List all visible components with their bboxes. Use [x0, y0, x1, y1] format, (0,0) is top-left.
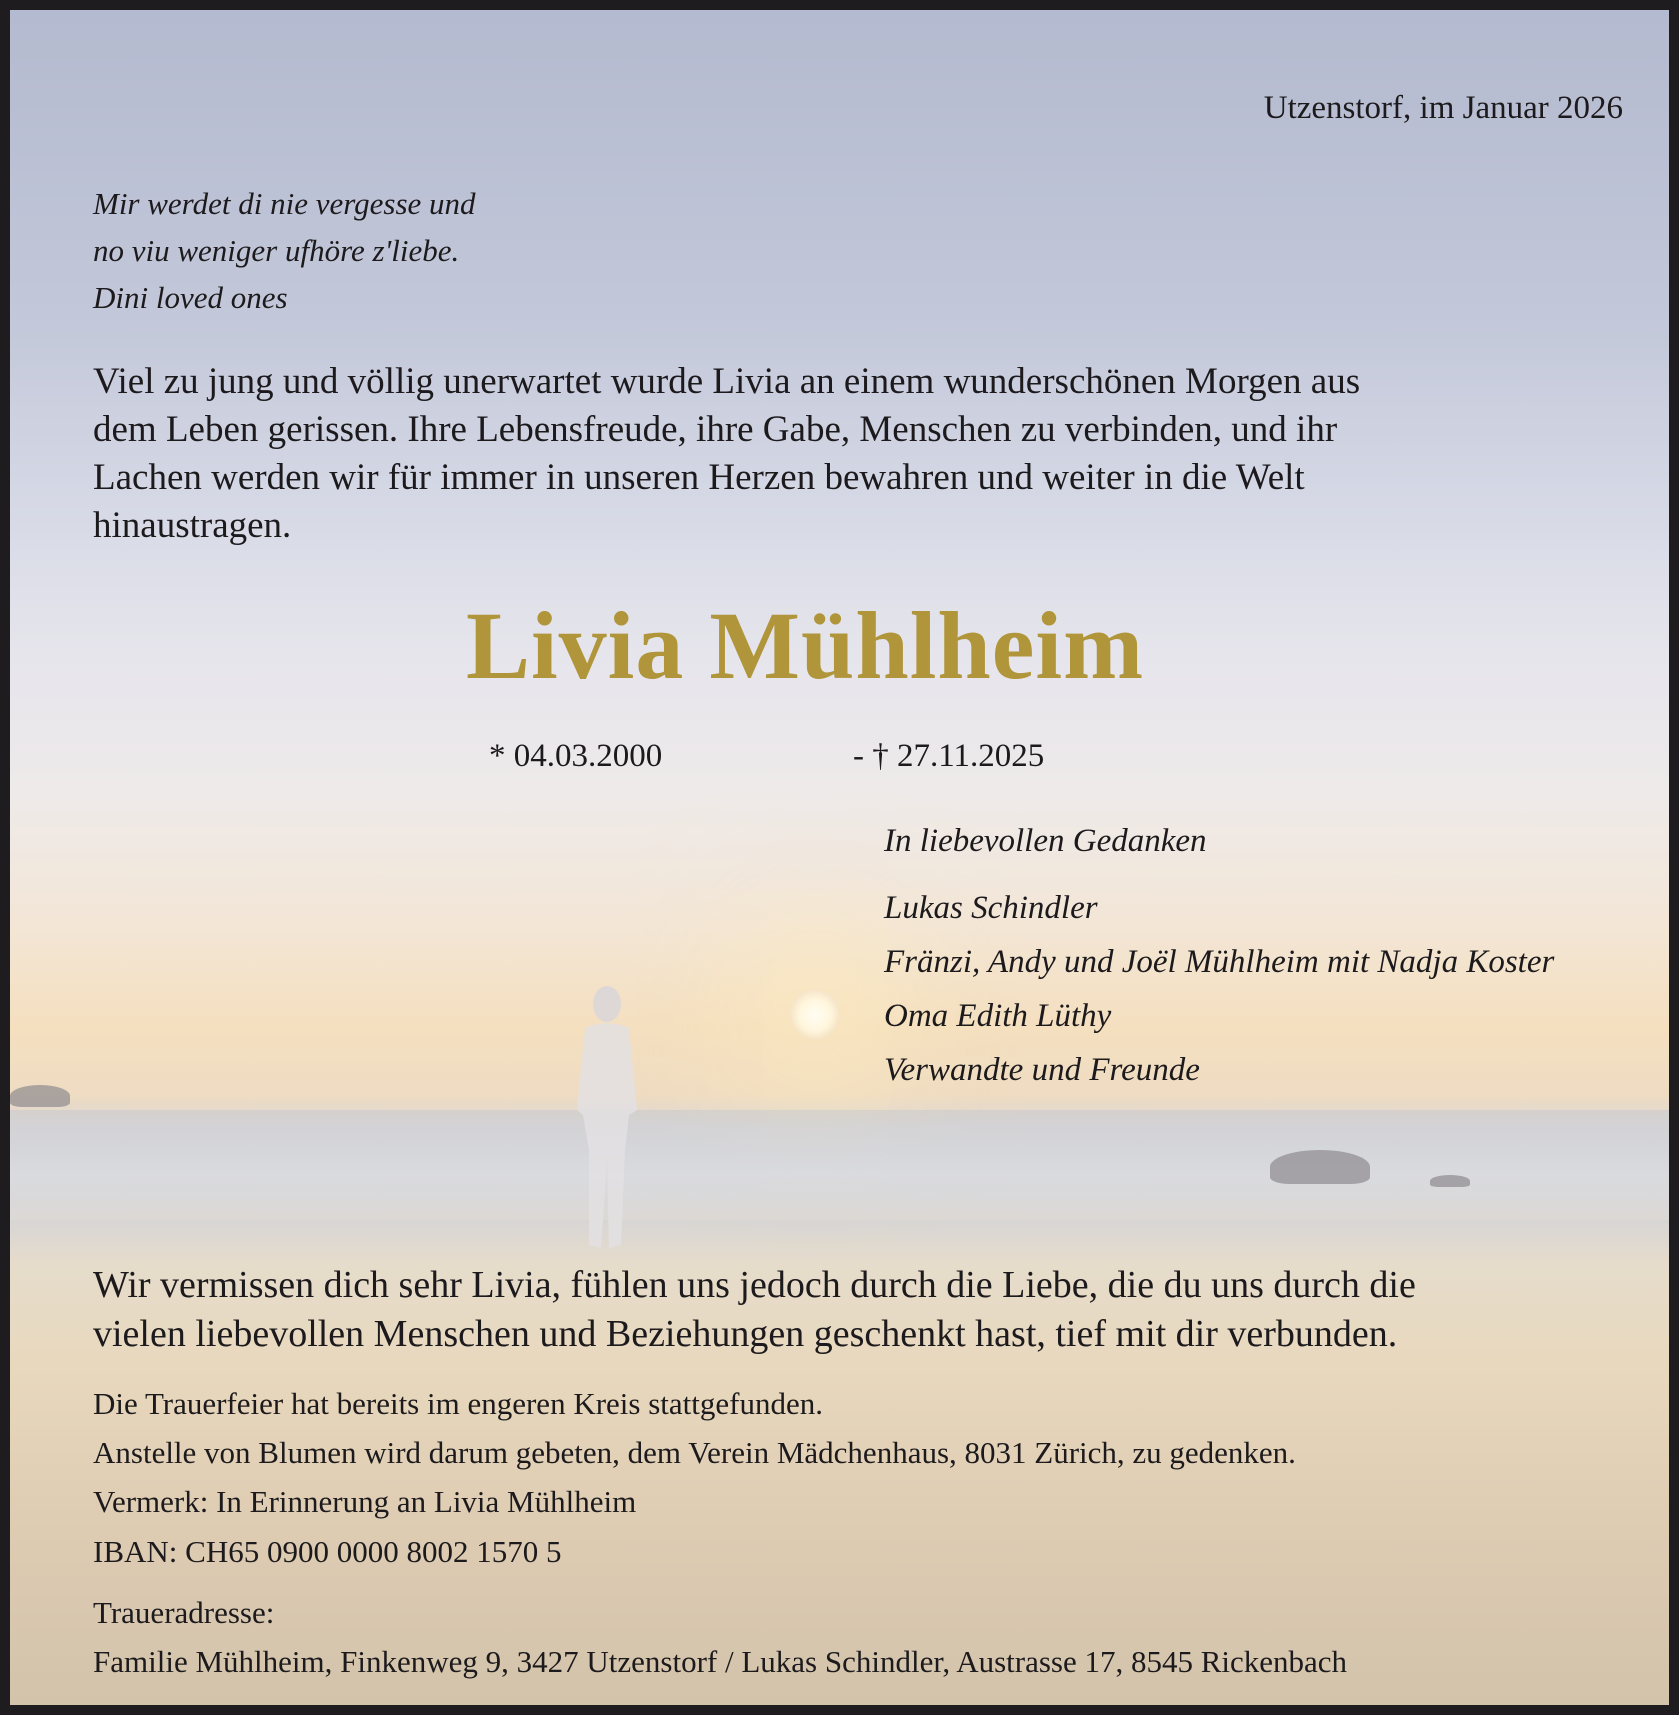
closing-line: Wir vermissen dich sehr Livia, fühlen uns jedoch durch die Liebe, die du uns durch die: [93, 1264, 1416, 1306]
poem-line: Dini loved ones: [93, 280, 288, 315]
intro-line: Viel zu jung und völlig unerwartet wurde Livia an einem wunderschönen Morgen aus: [93, 361, 1361, 402]
info-line: Die Trauerfeier hat bereits im engeren Kreis stattgefunden.: [93, 1386, 823, 1421]
sun-image: [790, 990, 840, 1040]
rock-image: [1430, 1175, 1470, 1187]
deceased-name: Livia Mühlheim: [465, 592, 1145, 699]
poem-line: Mir werdet di nie vergesse und: [93, 186, 476, 221]
rock-image: [1270, 1150, 1370, 1184]
obituary-card: [10, 10, 1669, 1705]
sea-image: [10, 1110, 1669, 1220]
place-date: Utzenstorf, im Januar 2026: [1263, 90, 1623, 126]
death-date: - † 27.11.2025: [853, 738, 1045, 774]
info-line: IBAN: CH65 0900 0000 8002 1570 5: [93, 1534, 562, 1569]
rock-image: [10, 1085, 70, 1107]
address-label: Traueradresse:: [93, 1595, 275, 1630]
info-line: Anstelle von Blumen wird darum gebeten, dem Verein Mädchenhaus, 8031 Zürich, zu gedenken.: [93, 1435, 1296, 1470]
address-value: Familie Mühlheim, Finkenweg 9, 3427 Utzenstorf / Lukas Schindler, Austrasse 17, 8545 Rickenbach: [93, 1644, 1348, 1679]
intro-line: Lachen werden wir für immer in unseren Herzen bewahren und weiter in die Welt: [93, 457, 1305, 498]
mourner-name: Verwandte und Freunde: [884, 1052, 1200, 1088]
poem-line: no viu weniger ufhöre z'liebe.: [93, 233, 460, 268]
mourner-name: Oma Edith Lüthy: [884, 998, 1112, 1034]
mourners-heading: In liebevollen Gedanken: [884, 823, 1207, 859]
person-silhouette-image: [555, 980, 665, 1260]
intro-line: dem Leben gerissen. Ihre Lebensfreude, ihre Gabe, Menschen zu verbinden, und ihr: [93, 409, 1338, 450]
birth-date: * 04.03.2000: [489, 738, 663, 774]
mourner-name: Fränzi, Andy und Joël Mühlheim mit Nadja Koster: [884, 944, 1555, 980]
info-line: Vermerk: In Erinnerung an Livia Mühlheim: [93, 1484, 637, 1519]
mourner-name: Lukas Schindler: [884, 890, 1098, 926]
intro-line: hinaustragen.: [93, 505, 292, 546]
closing-line: vielen liebevollen Menschen und Beziehungen geschenkt hast, tief mit dir verbunden.: [93, 1313, 1398, 1355]
